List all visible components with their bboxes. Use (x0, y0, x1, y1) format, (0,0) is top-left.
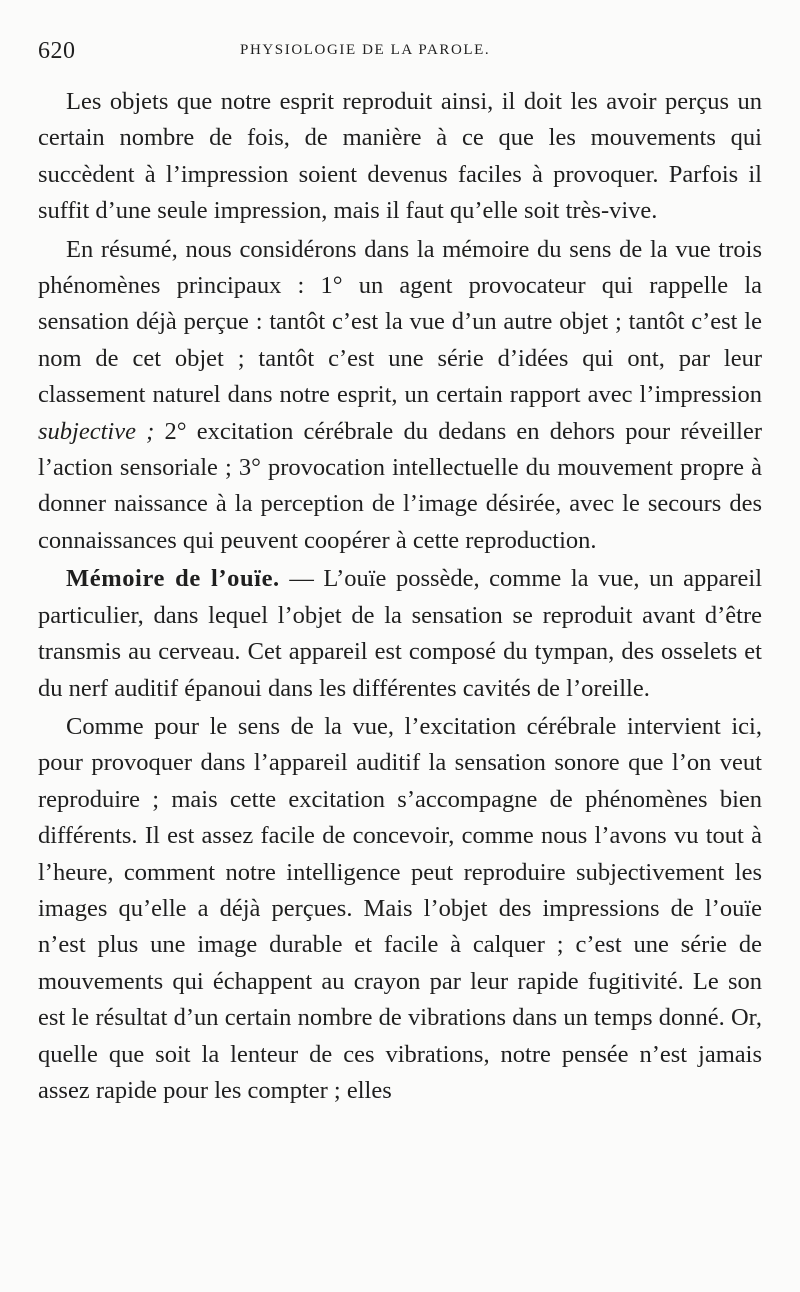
running-title: PHYSIOLOGIE DE LA PAROLE. (240, 42, 491, 58)
page-number: 620 (38, 38, 76, 64)
paragraph-comme-pour: Comme pour le sens de la vue, l’excitation cérébrale intervient ici, pour provoquer dans l’appareil auditif la sensation sonore que l’on veut reproduire ; mais cette excitation s’accompagne de phénomènes bien différents. Il est assez facile de concevoir, comme nous l’avons vu tout à l’heure, comment notre intelligence peut reproduire subjectivement les images qu’elle a déjà perçues. Mais l’objet des impressions de l’ouïe n’est plus une image durable et facile à calquer ; c’est une série de mouvements qui échappent au crayon par leur rapide fugitivité. Le son est le résultat d’un certain nombre de vibrations dans un temps donné. Or, quelle que soit la lenteur de ces vibrations, notre pensée n’est jamais assez rapide pour les compter ; elles (38, 712, 762, 1104)
paragraph-objets: Les objets que notre esprit reproduit ainsi, il doit les avoir perçus un certain nombre de fois, de manière à ce que les mouvements qui succèdent à l’impression soient devenus faciles à provoquer. Parfois il suffit d’une seule impression, mais il faut qu’elle soit très-vive. (38, 88, 762, 225)
paragraph-memoire-ouie (38, 561, 762, 707)
running-head (38, 36, 762, 72)
body-text (38, 84, 762, 1109)
section-heading-memoire-ouie: Mémoire de l’ouïe. (66, 565, 280, 593)
resume-text-start: En résumé, nous considérons dans la mémoire du sens de la vue trois phénomènes principaux : 1° un agent provocateur qui rappelle la sensation déjà perçue : tantôt c’est la vue d’un autre objet ; tantôt c’est le nom de cet objet ; tantôt c’est une série d’idées qui ont, par leur classement naturel dans notre esprit, un certain rapport avec l’impression (38, 235, 762, 409)
italic-subjective: subjective ; (38, 417, 155, 445)
resume-text-end: 2° excitation cérébrale du dedans en dehors pour réveiller l’action sensoriale ; 3° provocation intellectuelle du mouvement propre à donner naissance à la perception de l’image désirée, avec le secours des connaissances qui peuvent coopérer à cette reproduction. (38, 417, 762, 554)
paragraph-resume (38, 232, 762, 560)
memoire-ouie-text: — L’ouïe possède, comme la vue, un appareil particulier, dans lequel l’objet de la sensation se reproduit avant d’être transmis au cerveau. Cet appareil est composé du tympan, des osselets et du nerf auditif épanoui dans les différentes cavités de l’oreille. (38, 565, 763, 702)
